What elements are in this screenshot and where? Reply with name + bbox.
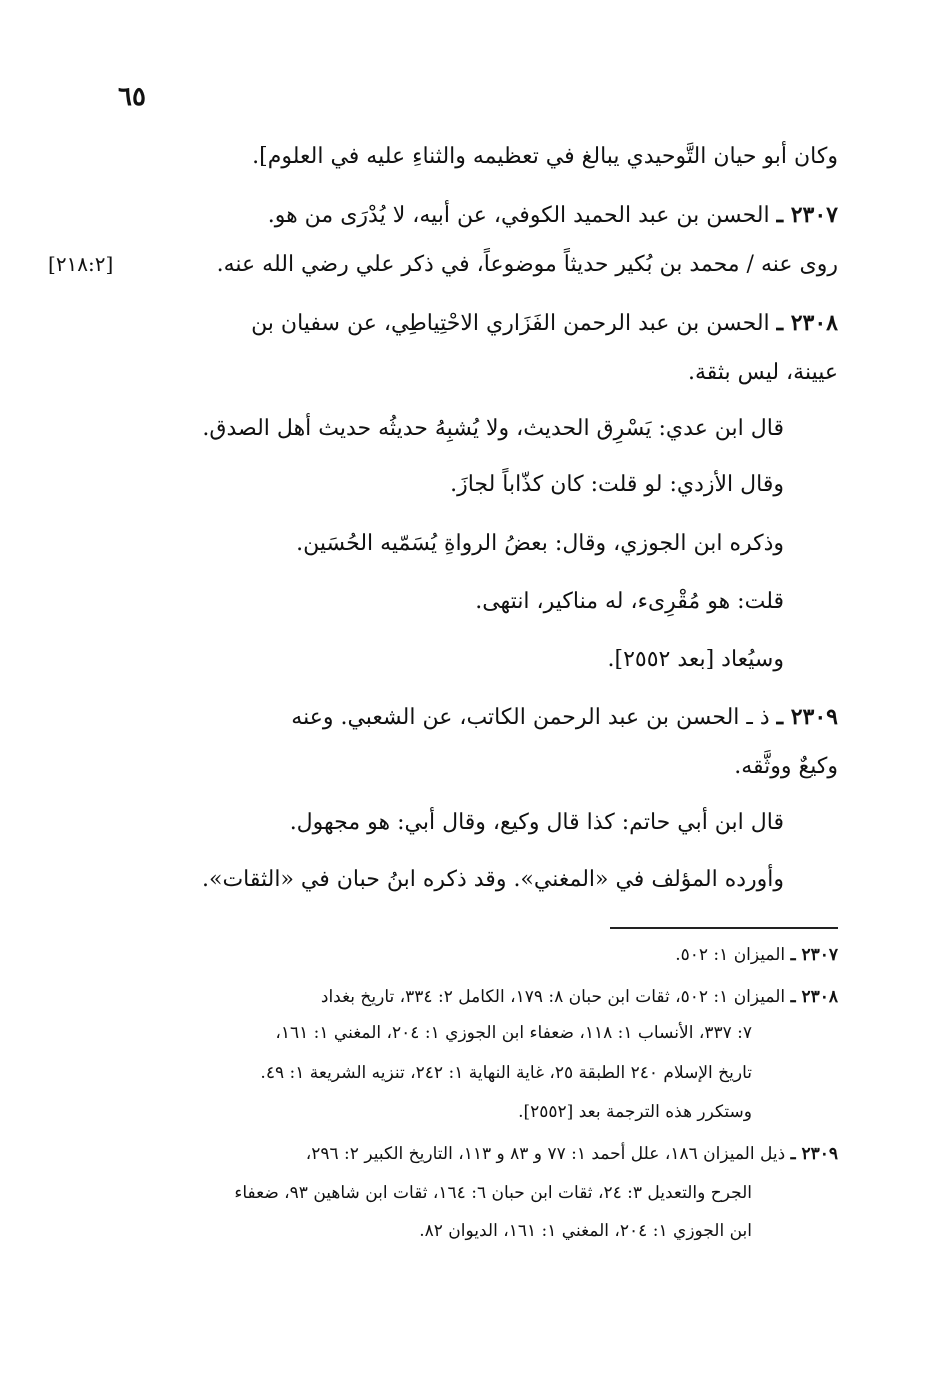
entry-2308-line: ٢٣٠٨ ـ الحسن بن عبد الرحمن الفَزَاري الاحْتِياطِي، عن سفيان بن [251, 310, 838, 336]
footnote-line: وستكرر هذه الترجمة بعد [٢٥٥٢]. [518, 1102, 752, 1122]
text-line: روى عنه / محمد بن بُكير حديثاً موضوعاً، في ذكر علي رضي الله عنه. [216, 252, 838, 277]
text-line: وأورده المؤلف في «المغني». وقد ذكره ابنُ حبان في «الثقات». [202, 867, 784, 892]
footnote-divider [610, 927, 838, 929]
footnote-line: الجرح والتعديل ٣: ٢٤، ثقات ابن حبان ٦: ١٦٤، ثقات ابن شاهين ٩٣، ضعفاء [234, 1183, 752, 1203]
text-line: وسيُعاد [بعد ٢٥٥٢]. [607, 647, 784, 672]
footnote-2307: ٢٣٠٧ ـ الميزان ١: ٥٠٢. [675, 945, 838, 965]
text-line: قلت: هو مُقْرِىء، له مناكير، انتهى. [475, 589, 784, 614]
entry-number: ٢٣٠٧ ـ [776, 202, 838, 228]
text-line: وذكره ابن الجوزي، وقال: بعضُ الرواةِ يُسَمّيه الحُسَين. [296, 531, 784, 556]
footnote-line: ٧: ٣٣٧، الأنساب ١: ١١٨، ضعفاء ابن الجوزي ١: ٢٠٤، المغني ١: ١٦١، [275, 1023, 752, 1043]
text-line: وقال الأزدي: لو قلت: كان كذّاباً لجازَ. [450, 472, 784, 497]
footnote-2308: ٢٣٠٨ ـ الميزان ١: ٥٠٢، ثقات ابن حبان ٨: ١٧٩، الكامل ٢: ٣٣٤، تاريخ بغداد [320, 987, 838, 1007]
entry-2309-line: ٢٣٠٩ ـ ذ ـ الحسن بن عبد الرحمن الكاتب، عن الشعبي. وعنه [291, 704, 838, 730]
text-line: وكان أبو حيان التَّوحيدي يبالغ في تعظيمه والثناءِ عليه في العلوم]. [252, 144, 838, 169]
text-line: قال ابن عدي: يَسْرِق الحديث، ولا يُشبِهُ حديثُه حديث أهل الصدق. [202, 416, 784, 441]
footnote-line: تاريخ الإسلام ٢٤٠ الطبقة ٢٥، غاية النهاية ١: ٢٤٢، تنزيه الشريعة ١: ٤٩. [260, 1063, 752, 1083]
entry-number: ٢٣٠٨ ـ [776, 310, 838, 336]
entry-number: ٢٣٠٩ ـ [776, 704, 838, 730]
text-line: قال ابن أبي حاتم: كذا قال وكيع، وقال أبي: هو مجهول. [289, 810, 784, 835]
page-number: ٦٥ [118, 82, 146, 112]
footnote-line: ابن الجوزي ١: ٢٠٤، المغني ١: ١٦١، الديوان ٨٢. [419, 1221, 752, 1241]
entry-2307-line: ٢٣٠٧ ـ الحسن بن عبد الحميد الكوفي، عن أبيه، لا يُدْرَى من هو. [267, 202, 838, 228]
margin-reference: [٢١٨:٢] [48, 252, 114, 276]
text-line: عيينة، ليس بثقة. [688, 360, 838, 385]
text-line: وكيعٌ ووثَّقه. [734, 754, 838, 779]
footnote-2309: ٢٣٠٩ ـ ذيل الميزان ١٨٦، علل أحمد ١: ٧٧ و ٨٣ و ١١٣، التاريخ الكبير ٢: ٢٩٦، [305, 1144, 838, 1164]
